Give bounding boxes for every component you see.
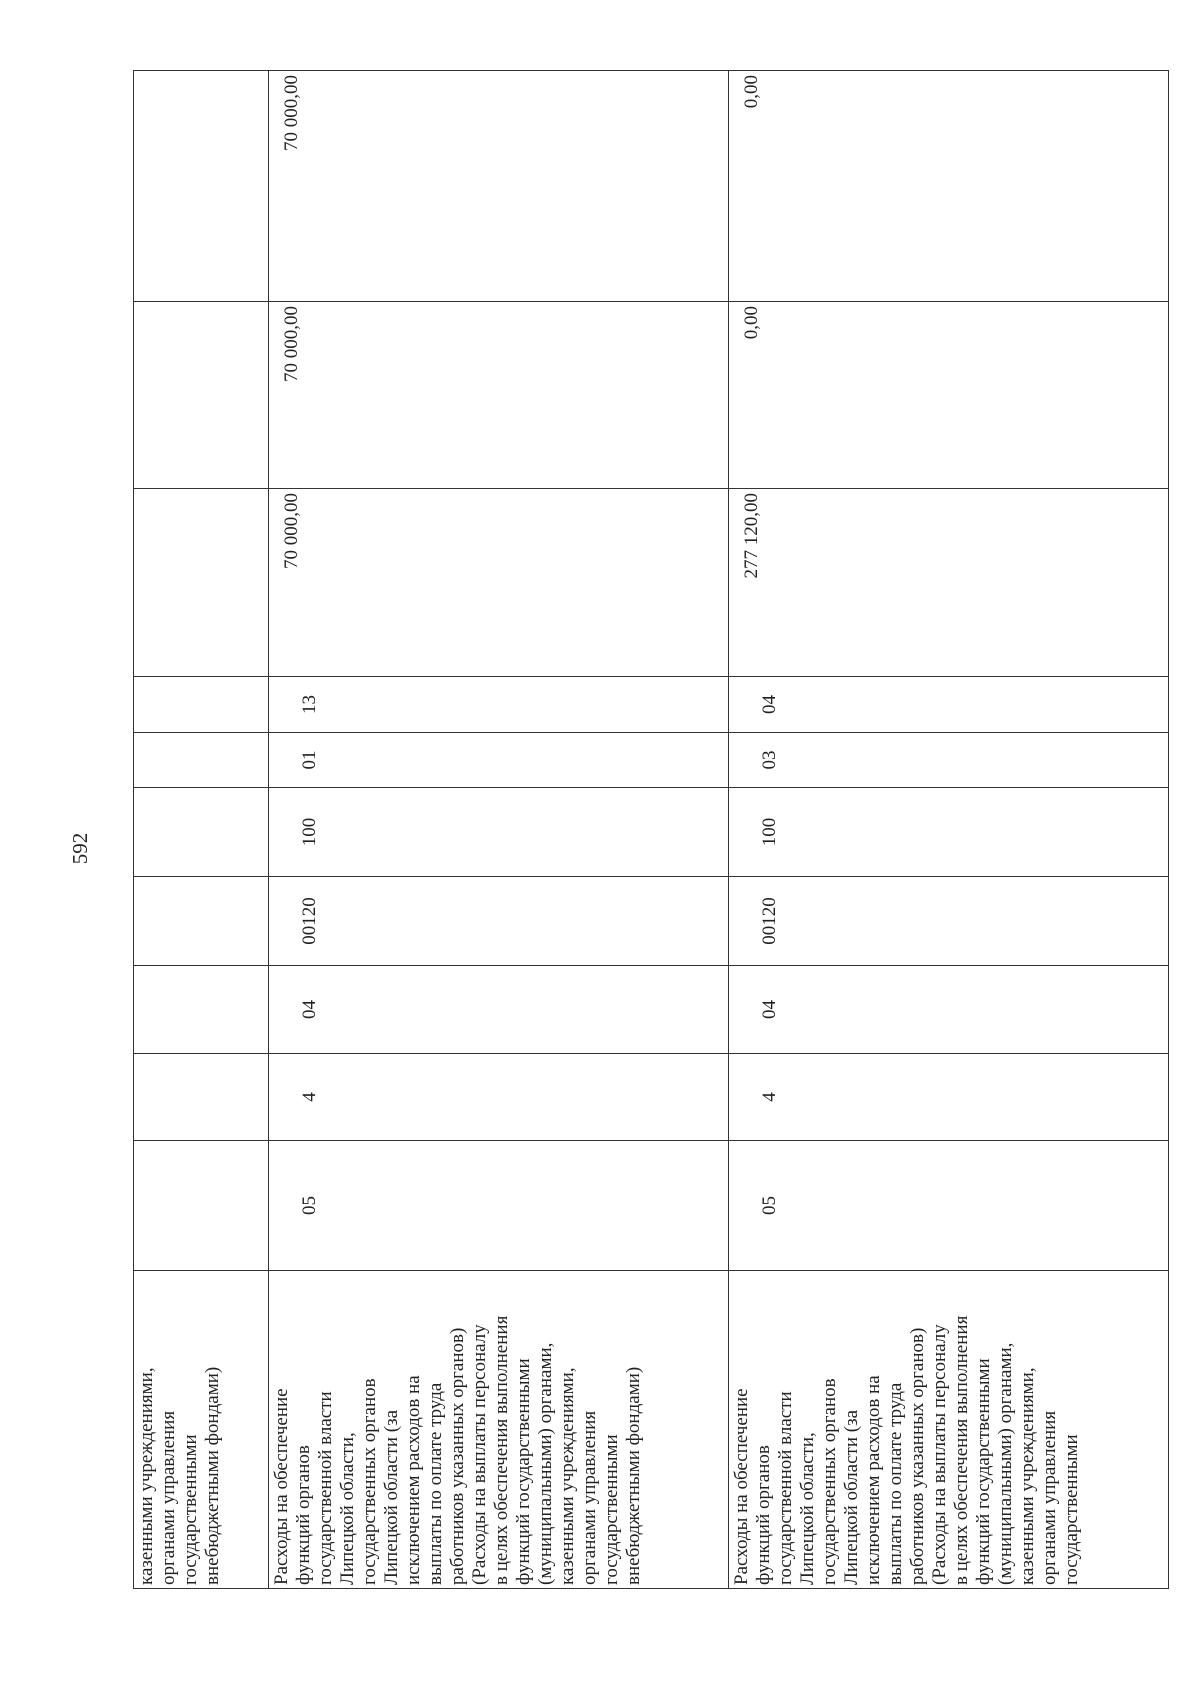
- row-description: Расходы на обеспечение функций органов государственной власти Липецкой области, государственных органов Липецкой области (за исключением расходов на выплаты по оплате труда работников указанных органов) (Расходы на выплаты персоналу в целях обеспечения выполнения функций государственными (муниципальными) органами, казенными учреждениями, органами управления государственными: [729, 1271, 1169, 1589]
- amount-cell: 70 000,00: [269, 71, 729, 302]
- code-cell: [134, 877, 269, 966]
- code-cell: 13: [269, 677, 729, 733]
- table-row: [269, 71, 729, 1589]
- code-cell: 05: [269, 1141, 729, 1271]
- code-cell: 4: [729, 1054, 1169, 1141]
- row-description: казенными учреждениями, органами управления государственными внебюджетными фондами): [134, 1271, 269, 1589]
- code-cell: 03: [729, 733, 1169, 788]
- amount-cell: 277 120,00: [729, 489, 1169, 677]
- code-cell: [134, 1054, 269, 1141]
- code-cell: [134, 966, 269, 1054]
- code-cell: 05: [729, 1141, 1169, 1271]
- table-row: [134, 71, 269, 1589]
- amount-cell: 0,00: [729, 302, 1169, 489]
- amount-cell: [134, 302, 269, 489]
- amount-cell: 70 000,00: [269, 302, 729, 489]
- code-cell: 100: [269, 788, 729, 877]
- row-description: Расходы на обеспечение функций органов государственной власти Липецкой области, государственных органов Липецкой области (за исключением расходов на выплаты по оплате труда работников указанных органов) (Расходы на выплаты персоналу в целях обеспечения выполнения функций государственными (муниципальными) органами, казенными учреждениями, органами управления государственными внебюджетными фондами): [269, 1271, 729, 1589]
- code-cell: [134, 677, 269, 733]
- code-cell: [134, 788, 269, 877]
- page-number: 592: [68, 832, 92, 865]
- code-cell: 01: [269, 733, 729, 788]
- amount-cell: [134, 489, 269, 677]
- code-cell: 100: [729, 788, 1169, 877]
- code-cell: 04: [269, 966, 729, 1054]
- amount-cell: 0,00: [729, 71, 1169, 302]
- code-cell: 04: [729, 966, 1169, 1054]
- table-row: [729, 71, 1169, 1589]
- code-cell: [134, 1141, 269, 1271]
- code-cell: 04: [729, 677, 1169, 733]
- code-cell: 00120: [269, 877, 729, 966]
- amount-cell: 70 000,00: [269, 489, 729, 677]
- code-cell: [134, 733, 269, 788]
- code-cell: 4: [269, 1054, 729, 1141]
- budget-table: [133, 70, 1169, 1589]
- amount-cell: [134, 71, 269, 302]
- code-cell: 00120: [729, 877, 1169, 966]
